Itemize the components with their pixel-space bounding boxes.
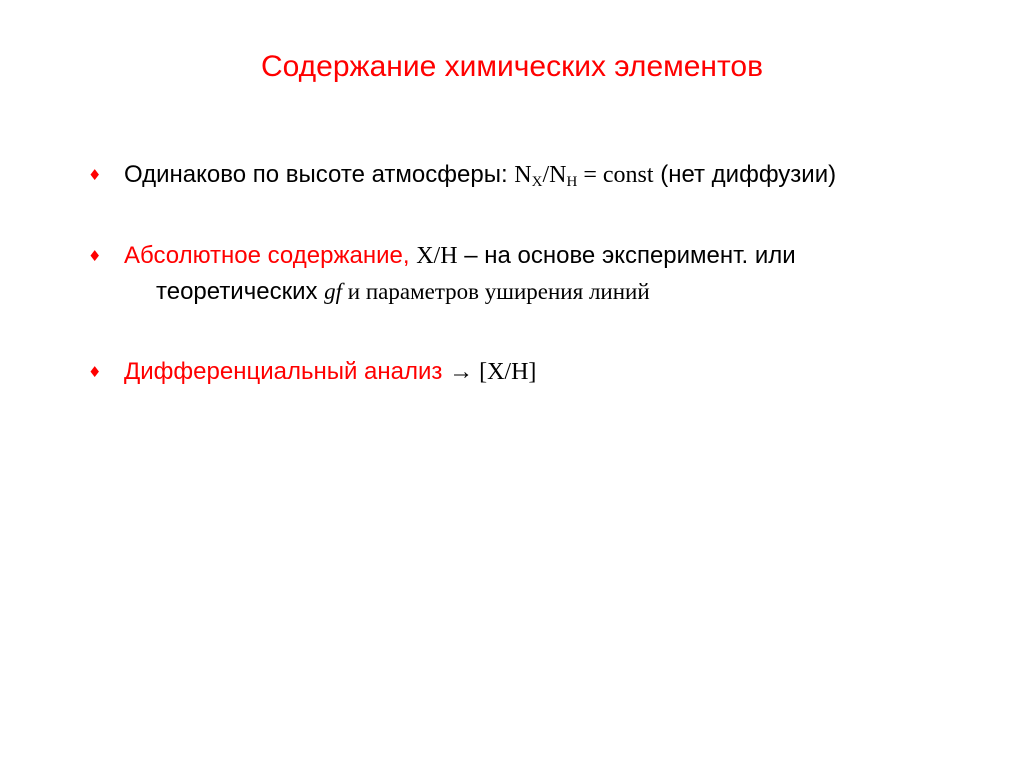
bullet-3-formula: [X/H] (473, 359, 537, 385)
slide-title: Содержание химических элементов (260, 50, 764, 83)
bullet-2-gf: gf (324, 279, 343, 304)
diamond-bullet-icon: ♦ (88, 247, 102, 265)
bullet-2-continuation (156, 274, 650, 310)
bullet-3-red-text: Дифференциальный анализ (124, 358, 450, 385)
bullet-1-lead-text: Одинаково по высоте атмосферы: (124, 161, 515, 188)
bullet-2-line2-rest: и параметров уширения линий (342, 279, 650, 304)
bullet-2-red-text: Абсолютное содержание, (124, 242, 417, 269)
bullet-1-formula: $N_X/N_H$ = const (514, 162, 654, 190)
bullet-2-tail-text: – на основе эксперимент. или (457, 242, 796, 269)
diamond-bullet-icon: ♦ (88, 166, 102, 184)
bullet-text-3 (124, 354, 536, 390)
bullet-2-formula: X/H (416, 243, 458, 269)
bullet-text-2 (124, 238, 796, 274)
diamond-bullet-icon: ♦ (88, 363, 102, 381)
bullet-2-line2-text: теоретических (156, 278, 325, 305)
right-arrow-icon: → (449, 359, 474, 385)
bullet-text-1 (124, 157, 836, 200)
bullet-1-tail-text: (нет диффузии) (653, 161, 837, 188)
